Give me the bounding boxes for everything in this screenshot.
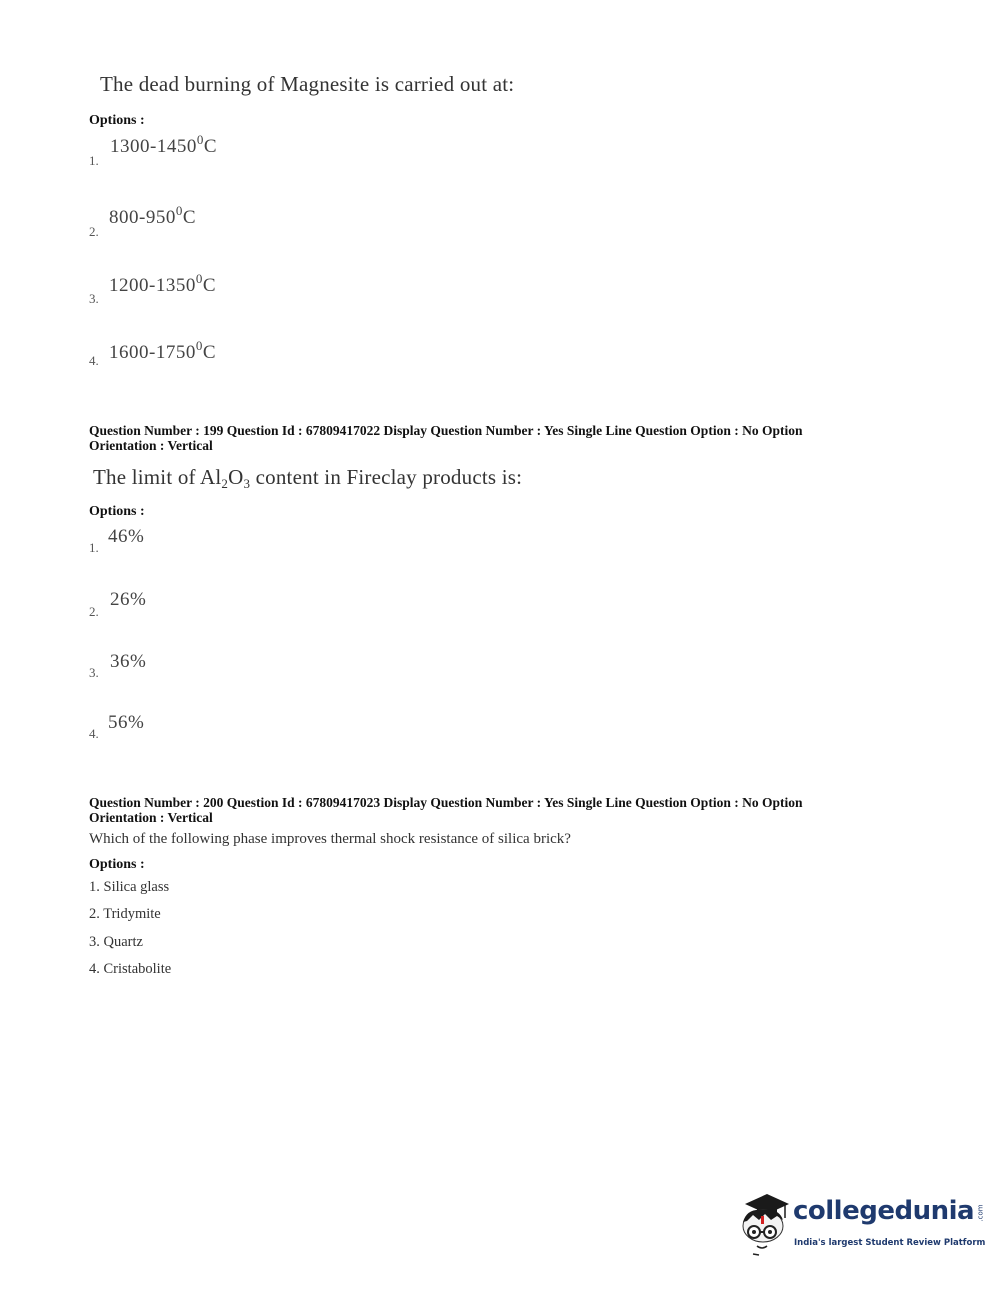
question-200-option-2: 2. Tridymite — [89, 906, 161, 922]
question-199-options-label: Options : — [89, 504, 145, 519]
question-1-text: The dead burning of Magnesite is carried out at: — [100, 72, 515, 96]
question-200-option-4: 4. Cristabolite — [89, 961, 172, 977]
question-200-option-3: 3. Quartz — [89, 934, 143, 950]
question-1-options-label: Options : — [89, 113, 145, 128]
question-200-text: Which of the following phase improves thermal shock resistance of silica brick? — [89, 831, 571, 847]
question-200-options-label: Options : — [89, 857, 145, 872]
question-199-text: The limit of Al2O3 content in Fireclay products is: — [93, 465, 523, 491]
question-199-meta: Question Number : 199 Question Id : 67809417022 Display Question Number : Yes Single Line Question Option : No Option Orientation : Vertical — [89, 423, 803, 453]
question-200-option-1: 1. Silica glass — [89, 879, 170, 895]
logo-tagline: India's largest Student Review Platform — [794, 1238, 986, 1248]
question-200-meta: Question Number : 200 Question Id : 67809417023 Display Question Number : Yes Single Line Question Option : No Option Orientation : Vertical — [89, 795, 803, 825]
mascot-icon — [737, 1188, 793, 1258]
collegedunia-logo — [737, 1188, 986, 1258]
logo-wordmark: collegedunia .com — [793, 1196, 985, 1226]
